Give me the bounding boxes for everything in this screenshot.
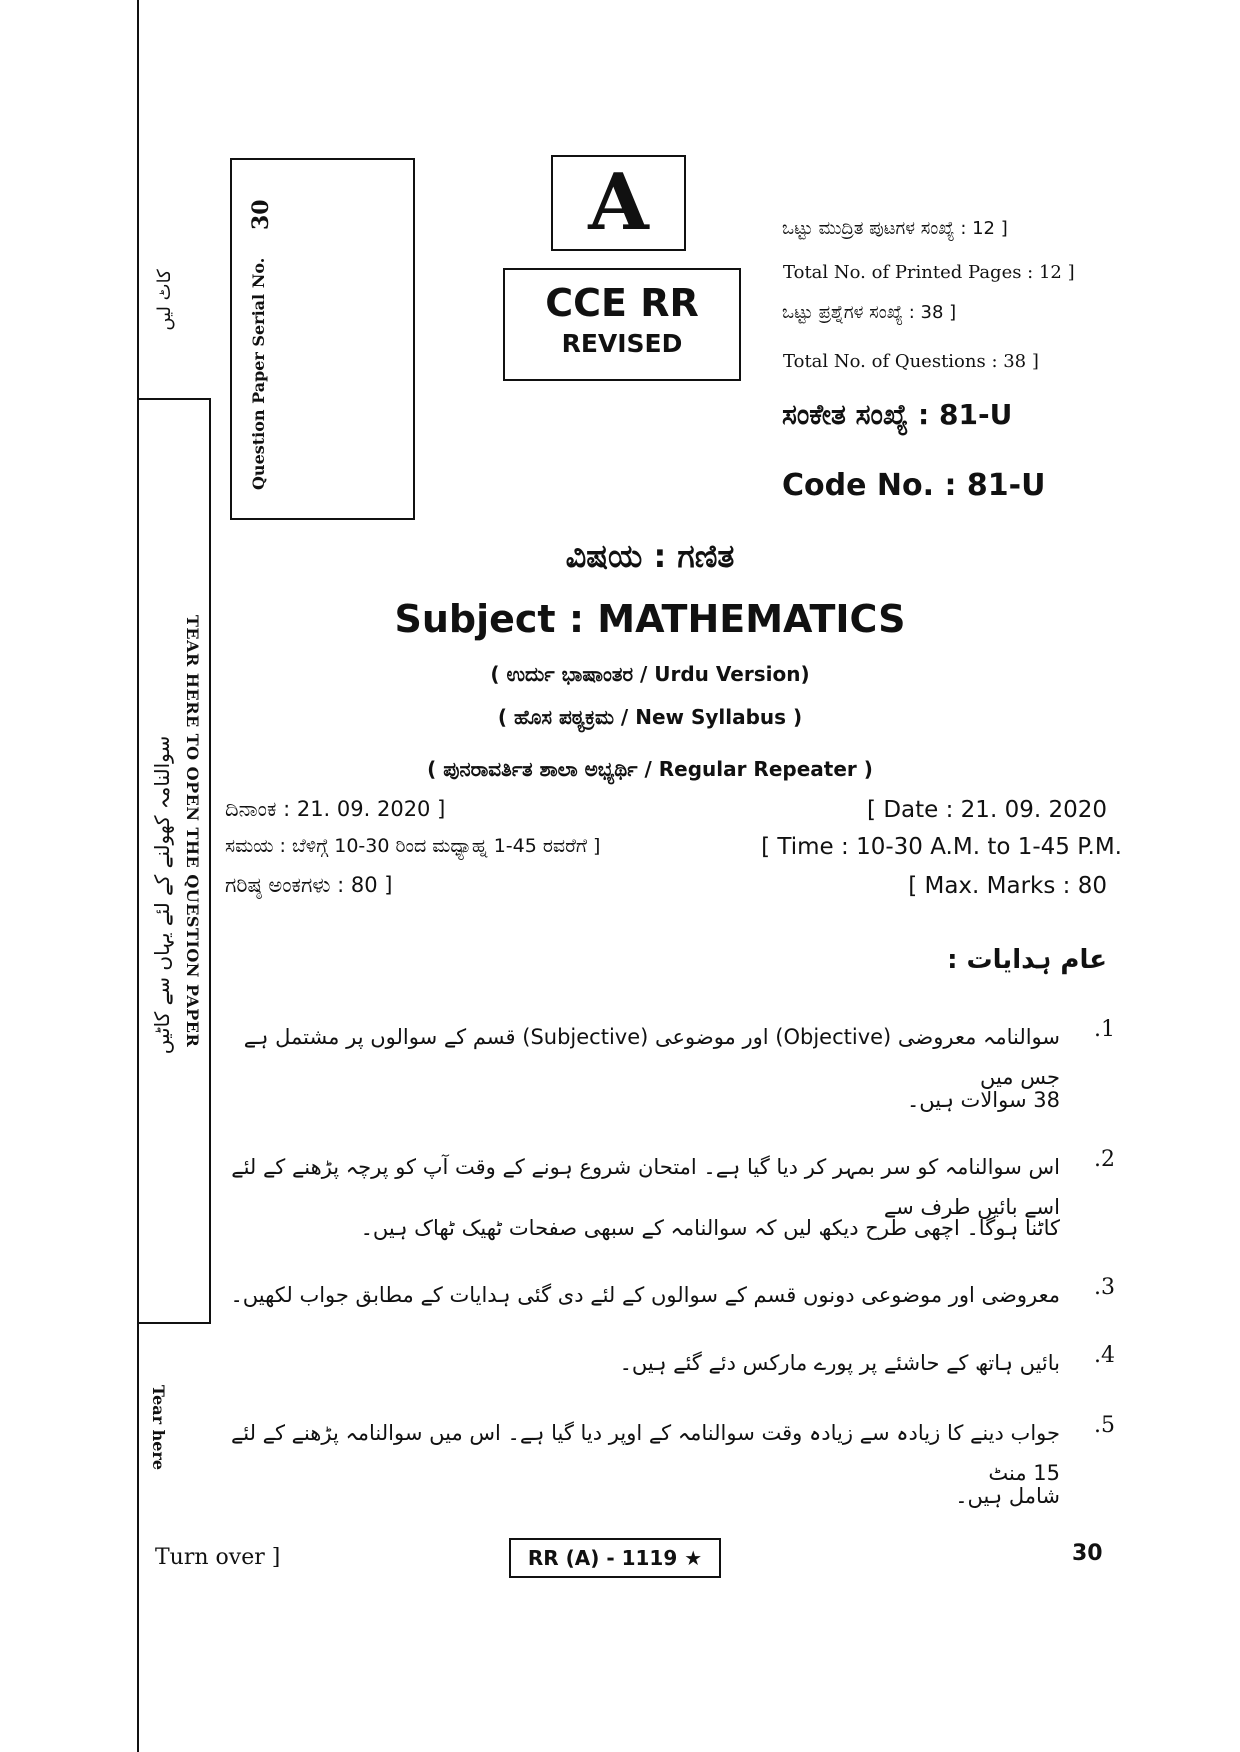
tear-here-label: Tear here	[149, 1385, 168, 1471]
date-kannada: ದಿನಾಂಕ : 21. 09. 2020 ]	[225, 797, 446, 821]
instruction-item	[225, 1017, 1115, 1089]
instruction-item	[225, 1343, 1115, 1383]
instruction-text: شامل ہیں۔	[955, 1484, 1060, 1508]
instruction-item-continued	[225, 1208, 1115, 1248]
printed-pages-english: Total No. of Printed Pages : 12 ]	[783, 262, 1075, 283]
instruction-text: بائیں ہاتھ کے حاشئے پر پورے مارکس دئے گئے ہیں۔	[619, 1351, 1060, 1375]
code-number-kannada: ಸಂಕೇತ ಸಂಖ್ಯೆ : 81-U	[782, 398, 1013, 431]
date-english: [ Date : 21. 09. 2020	[867, 797, 1107, 823]
instruction-text: اس سوالنامہ کو سر بمہر کر دیا گیا ہے۔ امتحان شروع ہونے کے وقت آپ کو پرچہ پڑھنے کے لئے اسے بائیں طرف سے	[231, 1155, 1060, 1219]
revised-label: REVISED	[561, 329, 683, 358]
marks-english: [ Max. Marks : 80	[908, 873, 1107, 899]
page-number: 30	[1072, 1541, 1103, 1566]
subject-kannada: ವಿಷಯ : ಗಣಿತ	[565, 537, 735, 575]
margin-cap-bottom	[137, 1322, 211, 1324]
turn-over-label: Turn over ]	[155, 1545, 281, 1570]
instruction-number: .4	[1094, 1343, 1115, 1368]
instruction-item	[225, 1413, 1115, 1485]
code-number-english: Code No. : 81-U	[782, 468, 1046, 503]
printed-pages-kannada: ಒಟ್ಟು ಮುದ್ರಿತ ಪುಟಗಳ ಸಂಖ್ಯೆ : 12 ]	[782, 218, 1008, 239]
time-english: [ Time : 10-30 A.M. to 1-45 P.M.	[761, 834, 1122, 860]
syllabus-line: ( ಹೊಸ ಪಠ್ಯಕ್ರಮ / New Syllabus )	[497, 705, 803, 729]
margin-line-outer	[137, 0, 139, 1752]
instruction-item	[225, 1275, 1115, 1315]
instruction-text: جواب دینے کا زیادہ سے زیادہ وقت سوالنامہ کے اوپر دیا گیا ہے۔ اس میں سوالنامہ پڑھنے کے لئے 15 منٹ	[230, 1421, 1060, 1485]
questions-kannada: ಒಟ್ಟು ಪ್ರಶ್ನೆಗಳ ಸಂಖ್ಯೆ : 38 ]	[782, 302, 957, 323]
instruction-number: .1	[1094, 1017, 1115, 1042]
candidate-line: ( ಪುನರಾವರ್ತಿತ ಶಾಲಾ ಅಭ್ಯರ್ಥಿ / Regular Repeater )	[427, 757, 873, 781]
marks-kannada: ಗರಿಷ್ಠ ಅಂಕಗಳು : 80 ]	[225, 873, 393, 897]
cce-rr-box	[503, 268, 741, 381]
serial-number-box	[230, 158, 415, 520]
version-letter: A	[588, 157, 649, 248]
instruction-text: سوالنامہ معروضی (Objective) اور موضوعی (Subjective) قسم کے سوالوں پر مشتمل ہے جس میں	[243, 1025, 1060, 1089]
instruction-text: 38 سوالات ہیں۔	[906, 1088, 1060, 1112]
version-letter-box	[551, 155, 686, 251]
margin-line-inner	[209, 398, 211, 1324]
margin-cap-top	[137, 398, 211, 400]
instruction-item	[225, 1147, 1115, 1219]
paper-code-box	[509, 1538, 721, 1578]
margin-urdu-tear: سوالنامہ کھولنے کے لئے یہاں سے کاٹیں	[150, 735, 174, 1055]
instructions-heading: عام ہدایات :	[947, 945, 1107, 975]
paper-code: RR (A) - 1119 ★	[527, 1546, 703, 1570]
instruction-number: .2	[1094, 1147, 1115, 1172]
tear-open-label: TEAR HERE TO OPEN THE QUESTION PAPER	[183, 615, 202, 1048]
instruction-number: .3	[1094, 1275, 1115, 1300]
subject-title: Subject : MATHEMATICS	[394, 597, 906, 641]
cce-rr-title: CCE RR	[545, 281, 699, 325]
instruction-text: کاٹنا ہوگا۔ اچھی طرح دیکھ لیں کہ سوالنامہ کے سبھی صفحات ٹھیک ٹھاک ہیں۔	[360, 1216, 1060, 1240]
instruction-number: .5	[1094, 1413, 1115, 1438]
margin-urdu-top: کاٹ لیں	[154, 269, 175, 331]
time-kannada: ಸಮಯ : ಬೆಳಿಗ್ಗೆ 10-30 ರಿಂದ ಮಧ್ಯಾಹ್ನ 1-45 ರವರೆಗೆ ]	[225, 835, 601, 857]
version-line: ( ಉರ್ದು ಭಾಷಾಂತರ / Urdu Version)	[490, 662, 810, 686]
serial-number-value: 30	[248, 199, 274, 230]
instruction-item-continued	[225, 1080, 1115, 1120]
instruction-text: معروضی اور موضوعی دونوں قسم کے سوالوں کے لئے دی گئی ہدایات کے مطابق جواب لکھیں۔	[230, 1283, 1060, 1307]
questions-english: Total No. of Questions : 38 ]	[783, 351, 1039, 372]
serial-number-label: Question Paper Serial No.	[249, 257, 268, 490]
instruction-item-continued	[225, 1476, 1115, 1516]
